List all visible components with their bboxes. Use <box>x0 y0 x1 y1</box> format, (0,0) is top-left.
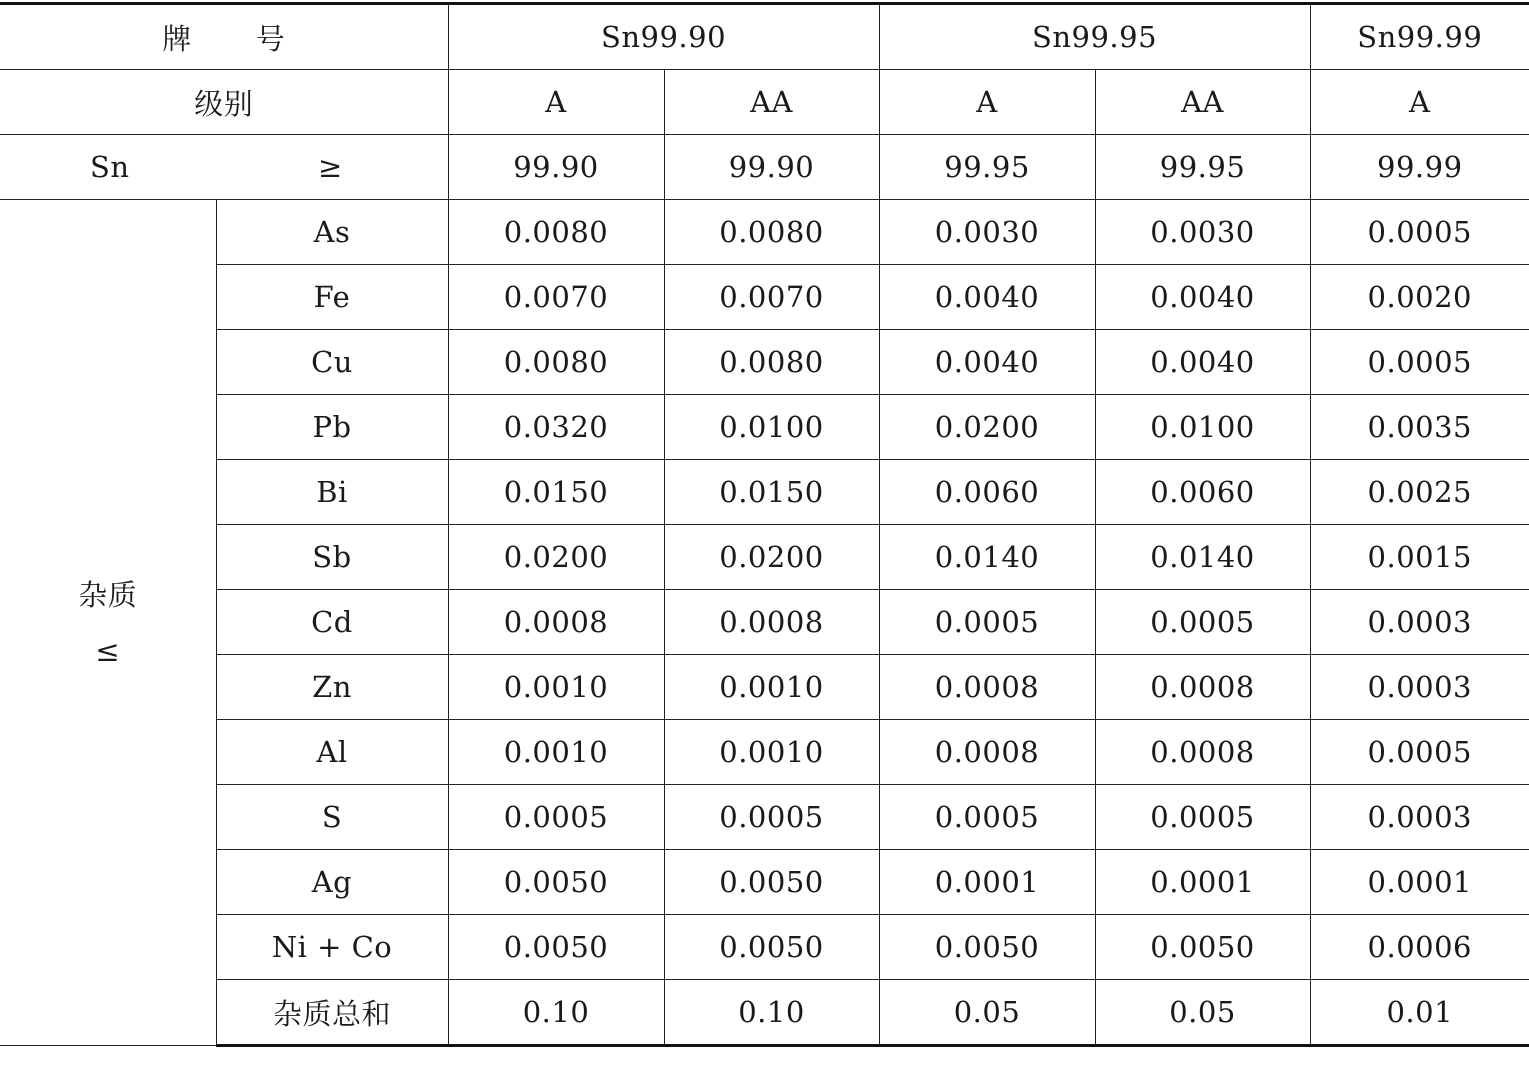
element-cell: 杂质总和 <box>216 980 448 1046</box>
impurity-group-symbol: ≤ <box>95 633 121 668</box>
impurity-row <box>0 915 1529 980</box>
brand-cell: Sn99.95 <box>879 4 1310 70</box>
impurity-value-cell: 0.0200 <box>448 525 664 590</box>
impurity-value-cell: 0.0008 <box>1095 655 1310 720</box>
impurity-value-cell: 0.0040 <box>879 265 1095 330</box>
impurity-value-cell: 0.0080 <box>664 330 879 395</box>
brand-label-left: 牌 <box>162 21 192 56</box>
element-cell: Ag <box>216 850 448 915</box>
impurity-row <box>0 525 1529 590</box>
element-cell: Fe <box>216 265 448 330</box>
impurity-value-cell: 0.0005 <box>1310 720 1529 785</box>
impurity-row <box>0 460 1529 525</box>
impurity-row <box>0 265 1529 330</box>
grade-cell: A <box>879 70 1095 135</box>
element-cell: Cu <box>216 330 448 395</box>
impurity-value-cell: 0.0100 <box>1095 395 1310 460</box>
impurity-value-cell: 0.0070 <box>664 265 879 330</box>
impurity-value-cell: 0.05 <box>1095 980 1310 1046</box>
brand-label-right: 号 <box>255 21 286 56</box>
element-cell: Pb <box>216 395 448 460</box>
impurity-value-cell: 0.05 <box>879 980 1095 1046</box>
impurity-value-cell: 0.0040 <box>879 330 1095 395</box>
impurity-value-cell: 0.0030 <box>1095 200 1310 265</box>
sn-symbol: ≥ <box>318 150 343 184</box>
impurity-value-cell: 0.0010 <box>664 655 879 720</box>
grade-cell: A <box>1310 70 1529 135</box>
sn-value-cell: 99.99 <box>1310 135 1529 200</box>
impurity-value-cell: 0.0005 <box>1310 330 1529 395</box>
sn-label-cell <box>0 135 448 200</box>
impurity-row <box>0 980 1529 1046</box>
impurity-value-cell: 0.0050 <box>879 915 1095 980</box>
impurity-value-cell: 0.0003 <box>1310 655 1529 720</box>
impurity-value-cell: 0.0003 <box>1310 785 1529 850</box>
impurity-row <box>0 720 1529 785</box>
impurity-value-cell: 0.0200 <box>664 525 879 590</box>
impurity-value-cell: 0.0050 <box>448 850 664 915</box>
impurity-row <box>0 590 1529 655</box>
impurity-value-cell: 0.0005 <box>879 590 1095 655</box>
impurity-value-cell: 0.0005 <box>1095 590 1310 655</box>
impurity-value-cell: 0.0010 <box>448 655 664 720</box>
grade-label-cell: 级别 <box>0 70 448 135</box>
impurity-value-cell: 0.0200 <box>879 395 1095 460</box>
impurity-value-cell: 0.0008 <box>448 590 664 655</box>
impurity-value-cell: 0.0060 <box>879 460 1095 525</box>
impurity-value-cell: 0.0001 <box>879 850 1095 915</box>
element-cell: Cd <box>216 590 448 655</box>
impurity-value-cell: 0.0150 <box>448 460 664 525</box>
impurity-value-cell: 0.0320 <box>448 395 664 460</box>
impurity-value-cell: 0.0020 <box>1310 265 1529 330</box>
impurity-value-cell: 0.0140 <box>879 525 1095 590</box>
grade-cell: AA <box>664 70 879 135</box>
element-cell: Ni + Co <box>216 915 448 980</box>
impurity-value-cell: 0.0150 <box>664 460 879 525</box>
impurity-row <box>0 785 1529 850</box>
sn-label: Sn <box>90 150 130 184</box>
impurity-row <box>0 850 1529 915</box>
impurity-value-cell: 0.0005 <box>1095 785 1310 850</box>
element-cell: Al <box>216 720 448 785</box>
impurity-value-cell: 0.0005 <box>1310 200 1529 265</box>
sn-value-cell: 99.95 <box>1095 135 1310 200</box>
impurity-value-cell: 0.0080 <box>664 200 879 265</box>
sn-row <box>0 135 1529 200</box>
element-cell: Sb <box>216 525 448 590</box>
element-cell: Zn <box>216 655 448 720</box>
impurity-value-cell: 0.0050 <box>448 915 664 980</box>
impurity-value-cell: 0.01 <box>1310 980 1529 1046</box>
brand-cell: Sn99.99 <box>1310 4 1529 70</box>
impurity-value-cell: 0.0035 <box>1310 395 1529 460</box>
impurity-value-cell: 0.0010 <box>448 720 664 785</box>
impurity-value-cell: 0.0030 <box>879 200 1095 265</box>
element-cell: S <box>216 785 448 850</box>
impurity-value-cell: 0.0040 <box>1095 265 1310 330</box>
impurity-value-cell: 0.0050 <box>664 850 879 915</box>
grade-cell: A <box>448 70 664 135</box>
impurity-value-cell: 0.0010 <box>664 720 879 785</box>
impurity-group-label: 杂质 <box>78 577 138 612</box>
impurity-value-cell: 0.10 <box>664 980 879 1046</box>
sn-value-cell: 99.90 <box>664 135 879 200</box>
impurity-value-cell: 0.0008 <box>879 655 1095 720</box>
impurity-value-cell: 0.0003 <box>1310 590 1529 655</box>
impurity-value-cell: 0.0025 <box>1310 460 1529 525</box>
tin-composition-table <box>0 2 1529 1047</box>
impurity-value-cell: 0.0140 <box>1095 525 1310 590</box>
impurity-value-cell: 0.0001 <box>1310 850 1529 915</box>
grade-header-row <box>0 70 1529 135</box>
impurity-value-cell: 0.10 <box>448 980 664 1046</box>
impurity-row <box>0 395 1529 460</box>
impurity-value-cell: 0.0015 <box>1310 525 1529 590</box>
impurity-value-cell: 0.0008 <box>1095 720 1310 785</box>
brand-cell: Sn99.90 <box>448 4 879 70</box>
grade-cell: AA <box>1095 70 1310 135</box>
element-cell: Bi <box>216 460 448 525</box>
impurity-value-cell: 0.0070 <box>448 265 664 330</box>
brand-header-row <box>0 4 1529 70</box>
impurity-value-cell: 0.0008 <box>879 720 1095 785</box>
impurity-value-cell: 0.0050 <box>664 915 879 980</box>
impurity-value-cell: 0.0100 <box>664 395 879 460</box>
impurity-value-cell: 0.0050 <box>1095 915 1310 980</box>
impurity-value-cell: 0.0060 <box>1095 460 1310 525</box>
impurity-value-cell: 0.0005 <box>448 785 664 850</box>
impurity-value-cell: 0.0040 <box>1095 330 1310 395</box>
impurity-group-cell <box>0 200 216 1046</box>
element-cell: As <box>216 200 448 265</box>
impurity-row <box>0 200 1529 265</box>
sn-value-cell: 99.90 <box>448 135 664 200</box>
impurity-value-cell: 0.0005 <box>879 785 1095 850</box>
impurity-value-cell: 0.0006 <box>1310 915 1529 980</box>
impurity-value-cell: 0.0005 <box>664 785 879 850</box>
impurity-value-cell: 0.0001 <box>1095 850 1310 915</box>
sn-value-cell: 99.95 <box>879 135 1095 200</box>
impurity-value-cell: 0.0080 <box>448 200 664 265</box>
impurity-value-cell: 0.0008 <box>664 590 879 655</box>
impurity-value-cell: 0.0080 <box>448 330 664 395</box>
impurity-row <box>0 330 1529 395</box>
impurity-row <box>0 655 1529 720</box>
brand-label-cell <box>0 4 448 70</box>
